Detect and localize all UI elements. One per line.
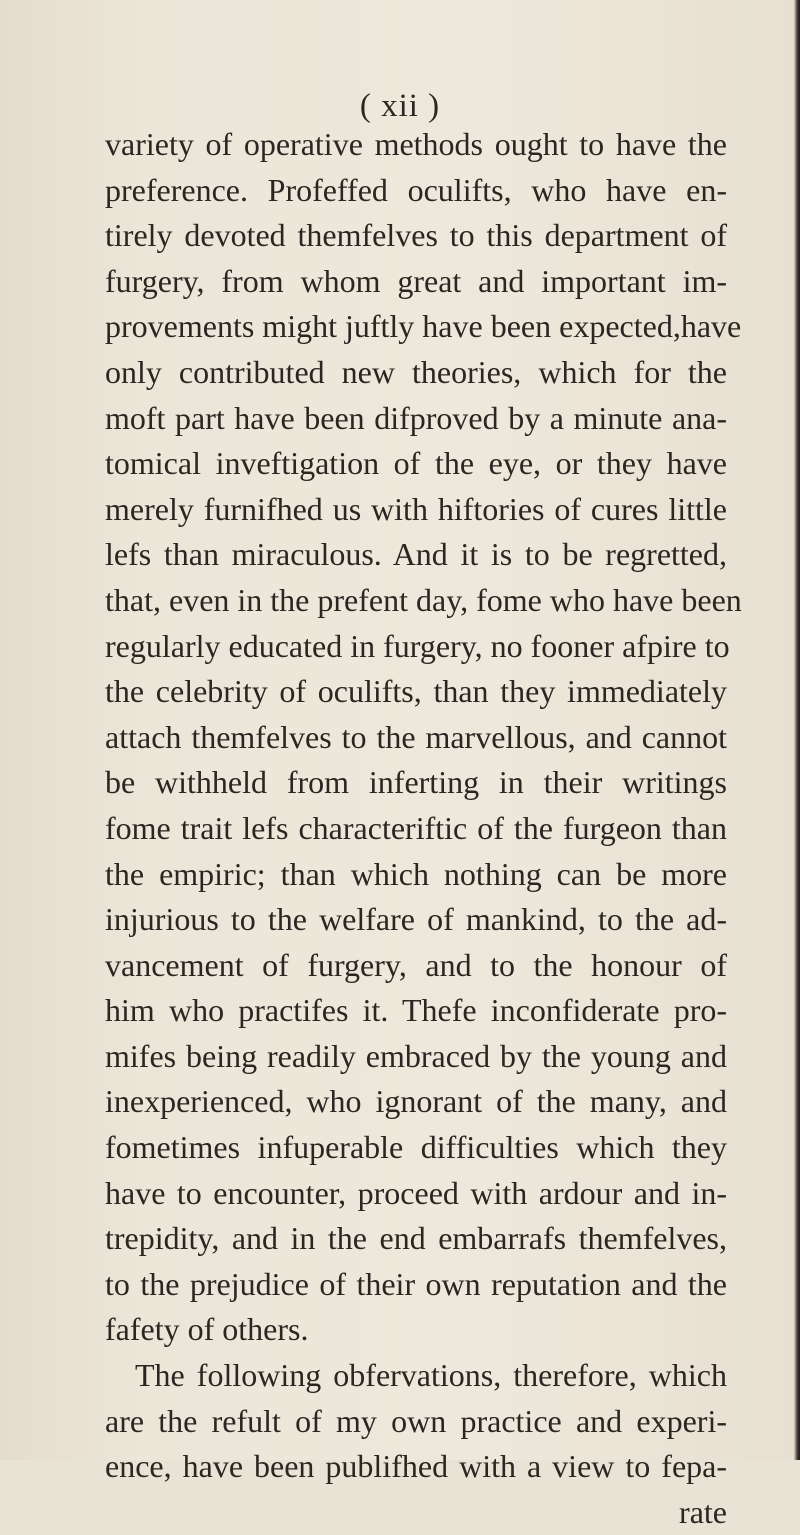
text-line: only contributed new theories, which for the — [105, 353, 727, 390]
text-line: merely furnifhed us with hiftories of cures little — [105, 490, 727, 527]
text-line: moft part have been difproved by a minute ana- — [105, 399, 727, 436]
text-line: the celebrity of oculifts, than they immediately — [105, 673, 727, 710]
text-line: have to encounter, proceed with ardour and in- — [105, 1174, 727, 1211]
text-line: attach themfelves to the marvellous, and cannot — [105, 718, 727, 755]
paragraph-start-line: The following obfervations, therefore, which — [135, 1357, 727, 1394]
page-header: ( xii ) — [359, 88, 441, 124]
text-line: fome trait lefs characteriftic of the furgeon than — [105, 809, 727, 846]
catchword: rate — [679, 1493, 727, 1530]
text-line: inexperienced, who ignorant of the many, and — [105, 1083, 727, 1120]
page-edge — [794, 0, 800, 1460]
text-line: furgery, from whom great and important im- — [105, 262, 727, 299]
text-line: fometimes infuperable difficulties which they — [105, 1129, 727, 1166]
text-line: him who practifes it. Thefe inconfiderate pro- — [105, 992, 727, 1029]
text-line: ence, have been publifhed with a view to fepa- — [105, 1448, 727, 1485]
text-line: tomical inveftigation of the eye, or they have — [105, 445, 727, 482]
text-line: to the prejudice of their own reputation and the — [105, 1265, 727, 1302]
text-line: preference. Profeffed oculifts, who have en- — [105, 171, 727, 208]
text-line: variety of operative methods ought to have the — [105, 126, 727, 162]
text-line: provements might juftly have been expected,have — [105, 308, 742, 345]
text-line: vancement of furgery, and to the honour of — [105, 946, 727, 983]
text-line: lefs than miraculous. And it is to be regretted, — [105, 536, 727, 573]
text-line: injurious to the welfare of mankind, to the ad- — [105, 901, 727, 938]
text-line: trepidity, and in the end embarrafs themfelves, — [105, 1220, 727, 1257]
text-line: are the refult of my own practice and experi- — [105, 1402, 727, 1439]
body-text — [105, 122, 742, 1535]
paragraph-end-line: fafety of others. — [105, 1311, 309, 1348]
text-line: that, even in the prefent day, fome who have been — [105, 581, 742, 618]
text-line: the empiric; than which nothing can be more — [105, 855, 727, 892]
text-line: be withheld from inferting in their writings — [105, 764, 727, 801]
text-line: mifes being readily embraced by the young and — [105, 1037, 727, 1074]
text-line: tirely devoted themfelves to this department of — [105, 217, 727, 254]
text-line: regularly educated in furgery, no fooner afpire to — [105, 627, 730, 664]
